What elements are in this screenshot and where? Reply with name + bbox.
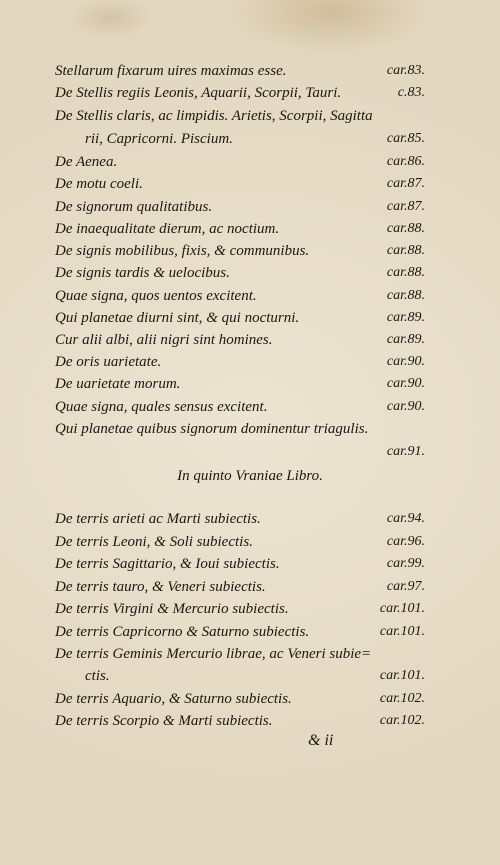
entry-ref: car.88.	[386, 221, 425, 236]
index-entry	[55, 240, 425, 262]
entry-text: De oris uarietate.	[55, 354, 162, 370]
entry-ref: car.90.	[386, 354, 425, 369]
entry-ref: car.99.	[386, 556, 425, 571]
entry-text: De terris Scorpio & Marti subiectis.	[55, 713, 273, 729]
index-entry	[55, 710, 425, 732]
index-entry	[55, 598, 425, 620]
entry-text: Quae signa, quales sensus excitent.	[55, 399, 268, 415]
index-entry	[55, 218, 425, 240]
index-entry	[55, 576, 425, 598]
entry-text: De Stellis regiis Leonis, Aquarii, Scorpii, Tauri.	[55, 85, 342, 101]
entry-ref: car.87.	[386, 199, 425, 214]
entry-text: ctis.	[85, 668, 110, 684]
entry-text: De inaequalitate dierum, ac noctium.	[55, 221, 280, 237]
entry-text: De motu coeli.	[55, 176, 143, 192]
signature-mark: & ii	[308, 732, 334, 749]
entry-text: De terris Aquario, & Saturno subiectis.	[55, 691, 292, 707]
entry-ref: car.88.	[386, 243, 425, 258]
index-entry	[55, 643, 425, 665]
entry-text: De terris tauro, & Veneri subiectis.	[55, 579, 266, 595]
entry-ref: car.101.	[379, 601, 425, 616]
entry-ref: car.102.	[379, 691, 425, 706]
entry-ref: car.83.	[386, 63, 425, 78]
index-entry	[55, 621, 425, 643]
entry-text: Stellarum fixarum uires maximas esse.	[55, 63, 287, 79]
entry-text: De terris Leoni, & Soli subiectis.	[55, 534, 253, 550]
entry-ref: c.83.	[397, 85, 425, 100]
index-entry	[55, 329, 425, 351]
entry-ref: car.91.	[386, 444, 425, 459]
index-entry	[55, 688, 425, 710]
entry-ref: car.97.	[386, 579, 425, 594]
entry-text: De terris Virgini & Mercurio subiectis.	[55, 601, 289, 617]
entry-ref: car.88.	[386, 288, 425, 303]
index-entry	[55, 82, 425, 104]
entry-ref: car.88.	[386, 265, 425, 280]
index-entry	[55, 285, 425, 307]
index-entry	[55, 441, 425, 463]
entry-ref: car.89.	[386, 332, 425, 347]
index-entry	[55, 128, 425, 150]
index-entry	[55, 173, 425, 195]
entry-ref: car.101.	[379, 624, 425, 639]
entry-text: De signis mobilibus, fixis, & communibus.	[55, 243, 310, 259]
index-entry	[55, 151, 425, 173]
entry-text: De terris Geminis Mercurio librae, ac Veneri subie=	[55, 646, 372, 662]
entry-ref: car.86.	[386, 154, 425, 169]
entry-text: De Aenea.	[55, 154, 118, 170]
entry-ref: car.90.	[386, 376, 425, 391]
index-entry	[55, 196, 425, 218]
entry-text: De uarietate morum.	[55, 376, 181, 392]
entry-text: De terris Capricorno & Saturno subiectis.	[55, 624, 310, 640]
index-entry	[55, 508, 425, 530]
entry-ref: car.90.	[386, 399, 425, 414]
index-entry	[55, 60, 425, 82]
entry-text: Cur alii albi, alii nigri sint homines.	[55, 332, 273, 348]
entry-text: De terris Sagittario, & Ioui subiectis.	[55, 556, 280, 572]
index-entry	[55, 553, 425, 575]
index-entry	[55, 105, 425, 127]
index-entry	[55, 373, 425, 395]
entry-text: Qui planetae diurni sint, & qui nocturni.	[55, 310, 300, 326]
entry-text: rii, Capricorni. Piscium.	[85, 131, 233, 147]
entry-text: De terris arieti ac Marti subiectis.	[55, 511, 261, 527]
entry-text: Qui planetae quibus signorum dominentur triagulis.	[55, 421, 369, 437]
index-entry	[55, 262, 425, 284]
entry-text: De signis tardis & uelocibus.	[55, 265, 230, 281]
index-entry	[55, 307, 425, 329]
entry-ref: car.101.	[379, 668, 425, 683]
entry-ref: car.96.	[386, 534, 425, 549]
entry-text: De signorum qualitatibus.	[55, 199, 213, 215]
section-heading: In quinto Vraniae Libro.	[177, 468, 323, 484]
index-entry	[55, 418, 425, 440]
index-entry	[55, 665, 425, 687]
entry-ref: car.89.	[386, 310, 425, 325]
index-entry	[55, 396, 425, 418]
entry-text: De Stellis claris, ac limpidis. Arietis, Scorpii, Sagitta	[55, 108, 373, 124]
entry-text: Quae signa, quos uentos excitent.	[55, 288, 257, 304]
index-entry	[55, 351, 425, 373]
index-entry	[55, 531, 425, 553]
entry-ref: car.87.	[386, 176, 425, 191]
entry-ref: car.102.	[379, 713, 425, 728]
entry-ref: car.94.	[386, 511, 425, 526]
entry-ref: car.85.	[386, 131, 425, 146]
